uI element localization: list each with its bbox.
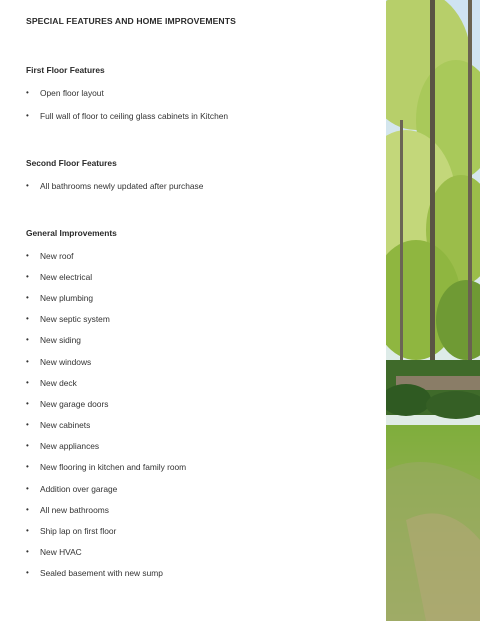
backyard-photo — [386, 0, 480, 621]
bullet-icon: • — [26, 111, 29, 120]
bullet-icon: • — [26, 181, 29, 190]
bullet-icon: • — [26, 251, 29, 260]
bullet-icon: • — [26, 568, 29, 577]
bullet-icon: • — [26, 272, 29, 281]
bullet-icon: • — [26, 441, 29, 450]
bullet-icon: • — [26, 88, 29, 97]
bullet-icon: • — [26, 526, 29, 535]
bullet-icon: • — [26, 335, 29, 344]
features-document: SPECIAL FEATURES AND HOME IMPROVEMENTS First Floor Features • Open floor layout • Full wall of floor to ceiling glass cabinets in Kitchen Second Floor Features • All bathrooms newly updated after purchase General Improvements • New roof • New electrical • New plumbing • New septic system • New siding • New windows • New deck • New garage doors • New cabinets • New appliances • New flooring in kitchen and family room • Addition over garage • All new bathrooms • Ship lap on first floor • New HVAC • Sealed basement with new sump — [26, 16, 236, 578]
backyard-photo-image — [386, 0, 480, 621]
bullet-icon: • — [26, 420, 29, 429]
bullet-icon: • — [26, 378, 29, 387]
bullet-icon: • — [26, 547, 29, 556]
section-heading-second-floor: Second Floor Features — [26, 158, 117, 168]
bullet-icon: • — [26, 293, 29, 302]
bullet-icon: • — [26, 314, 29, 323]
bullet-icon: • — [26, 505, 29, 514]
bullet-icon: • — [26, 399, 29, 408]
section-heading-general-improvements: General Improvements — [26, 228, 117, 238]
bullet-icon: • — [26, 484, 29, 493]
bullet-icon: • — [26, 462, 29, 471]
page-title: SPECIAL FEATURES AND HOME IMPROVEMENTS — [26, 16, 236, 26]
section-heading-first-floor: First Floor Features — [26, 65, 105, 75]
bullet-icon: • — [26, 357, 29, 366]
